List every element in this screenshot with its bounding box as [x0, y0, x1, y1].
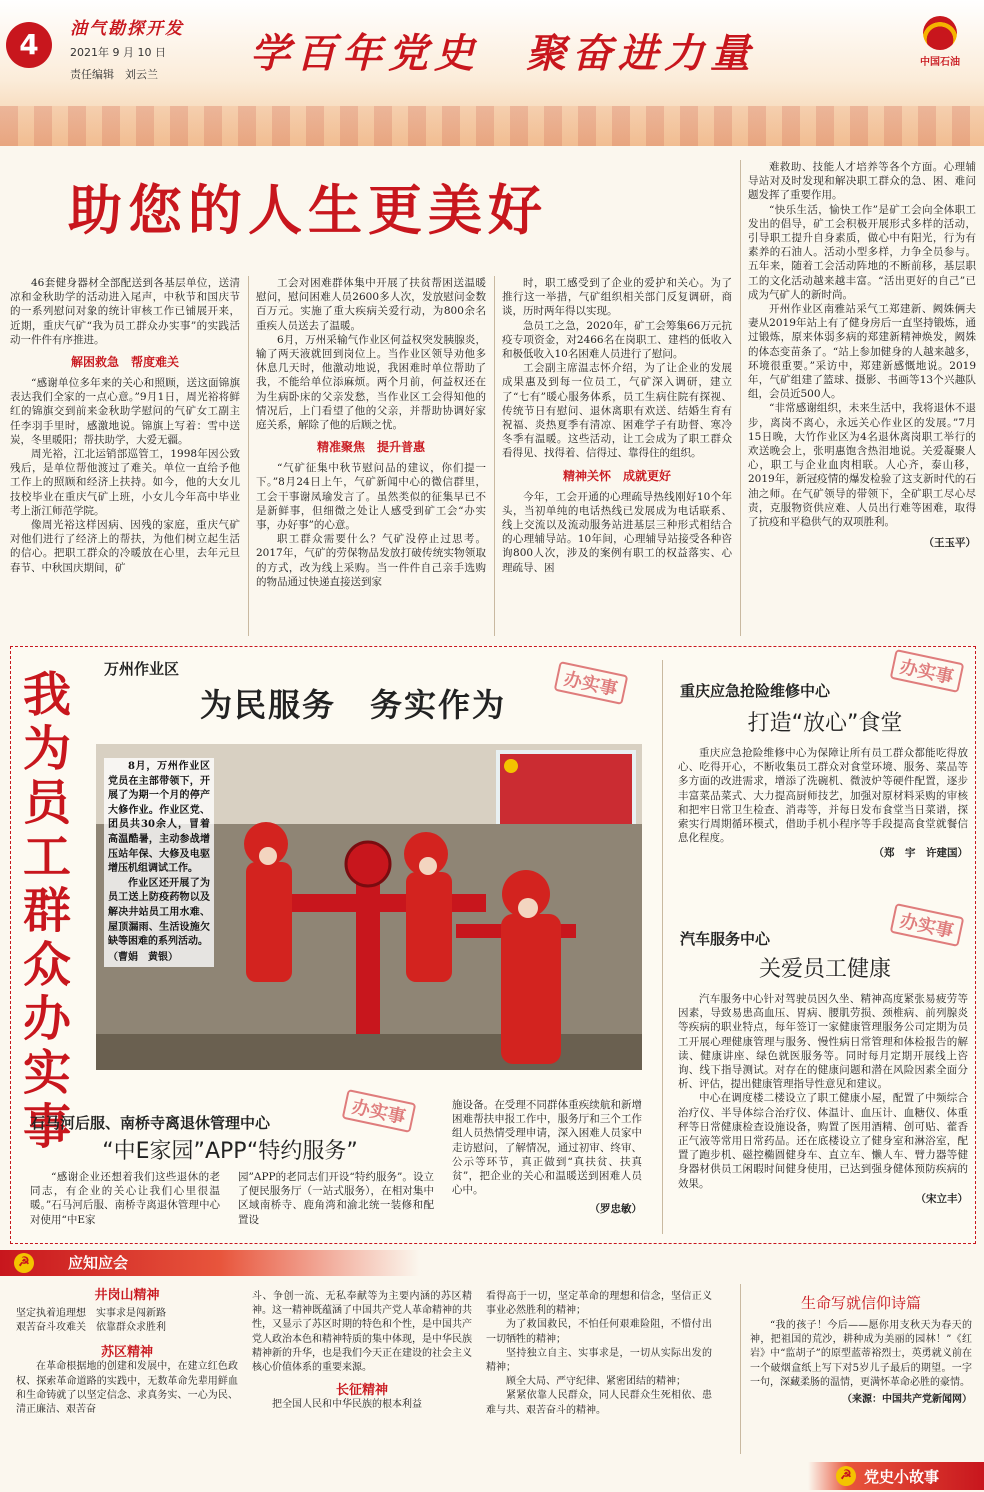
section-kicker: 石马河后服、南桥寺离退休管理中心: [30, 1114, 271, 1132]
column-divider: [494, 276, 495, 636]
caption-paragraph: 作业区还开展了为员工送上防疫药物以及解决井站员工用水难、屋顶漏雨、生活设施欠缺等困难的系列活动。: [108, 877, 210, 948]
subheading: 解困救急 帮度难关: [70, 355, 179, 370]
section-headline: “中E家园”APP“特约服务”: [102, 1139, 358, 1164]
spirit-title: 长征精神: [335, 1383, 388, 1399]
spirit-column-3: [486, 1290, 712, 1418]
section-kicker: 汽车服务中心: [680, 930, 771, 948]
spirit-column-1: [16, 1284, 238, 1417]
logo-text: 中国石油: [920, 57, 960, 68]
article-column-4: [748, 160, 976, 550]
column-divider: [248, 276, 249, 636]
paragraph: “感谢单位多年来的关心和照顾，送这面锦旗表达我们全家的一点心意。”9月1日，周光裕将鲜红的锦旗交到前来金秋助学慰问的气矿女工副主任李羽手里时，感激地说。锦旗上写着：雪中送炭，冬里暖阳；帮扶助学，大爱无疆。: [10, 377, 240, 446]
section-banner: [0, 1250, 984, 1276]
author-byline: （宋立丰）: [915, 1192, 968, 1205]
paragraph: 施设备。在受理不同群体重疾续航和新增困难帮扶申报工作中，服务厅和三个工作组人员热情受理申请，深入困难人员家中走访慰问，了解情况，通过初审、终审、公示等环节，真正做到“真扶贫、扶真贫”，把企业的关心和温暖送到困难人员心中。: [452, 1099, 642, 1197]
paragraph: 中心在调度楼二楼设立了职工健康小屋，配置了中频综合治疗仪、半导体综合治疗仪、体温计、血压计、血糖仪、体重秤等日常健康检查设施设备，购置了医用酒精、创可贴、藿香正气液等常用日常药品。还在底楼设立了健身室和淋浴室，配置了跑步机、磁控椭圆健身车、直立车、懒人车、臂力器等健身器材供员工闲暇时间健身使用，已达到强身健体预防疾病的效果。: [678, 1092, 968, 1190]
paragraph: 为了救国救民，不怕任何艰难险阻，不惜付出一切牺牲的精神；: [486, 1319, 712, 1345]
poem-title: 生命写就信仰诗篇: [800, 1294, 921, 1312]
issue-date: 2021年 9 月 10 日: [70, 46, 166, 59]
main-headline: 助您的人生更美好: [68, 179, 548, 242]
paragraph: 像周光裕这样因病、因残的家庭，重庆气矿对他们进行了经济上的帮扶，为他们树立起生活的信心。把职工群众的冷暖放在心里，去年元旦春节、中秋国庆期间，矿: [10, 519, 240, 574]
column-divider: [740, 160, 741, 636]
caption-paragraph: 8月，万州作业区党员在主部带领下，开展了为期一个月的停产大修作业。作业区党、团员共30余人，冒着高温酷暑，主动参战增压站年保、大修及电驱增压机组调试工作。: [108, 761, 210, 875]
page-number-badge: 4: [6, 22, 52, 68]
article-column-3: [502, 276, 732, 575]
auto-text: [678, 992, 968, 1206]
paragraph: 紧紧依靠人民群众，同人民群众生死相依、患难与共、艰苦奋斗的精神。: [486, 1390, 712, 1416]
section-kicker: 重庆应急抢险维修中心: [680, 682, 831, 700]
banner-label: 应知应会: [68, 1254, 129, 1272]
spirit-line: 坚定执着追理想 实事求是闯新路: [16, 1308, 166, 1319]
paragraph: 顾全大局、严守纪律、紧密团结的精神；: [506, 1376, 686, 1388]
paragraph: “气矿征集中秋节慰问品的建议，你们提一下。”8月24日上午，气矿新闻中心的微信群里，工会干事谢凤瑜发言了。虽然类似的征集早已不是新鲜事，但细微之处让人感受到矿工会“办实事，办好事”的心意。: [256, 462, 486, 532]
spirit-line: 艰苦奋斗攻难关 依靠群众求胜利: [16, 1322, 166, 1334]
cnpc-logo: [910, 16, 970, 68]
paragraph: 急员工之急，2020年，矿工会筹集66万元抗疫专项资金，对2466名在岗职工、建档的低收入和极低收入10名困难人员进行了慰问。: [502, 319, 732, 361]
stamp-mark: 办实事: [342, 1089, 417, 1133]
paragraph: 难救助、技能人才培养等各个方面。心理辅导站对及时发现和解决职工群众的急、困、难问题发挥了重要作用。: [748, 161, 976, 202]
stamp-mark: 办实事: [890, 649, 965, 693]
paper-name: 油气勘探开发: [70, 19, 184, 39]
section-headline: 关爱员工健康: [758, 957, 891, 982]
paragraph: 看得高于一切，坚定革命的理想和信念，坚信正义事业必然胜利的精神；: [486, 1291, 712, 1317]
stamp-mark: 办实事: [554, 661, 629, 705]
poem-box: [750, 1292, 972, 1405]
skyline-decoration: [0, 106, 984, 146]
source-credit: （来源：中国共产党新闻网）: [842, 1394, 972, 1406]
author-byline: （王玉平）: [923, 537, 976, 550]
paragraph: “感谢企业还想着我们这些退休的老同志，有企业的关心让我们心里很温暖。”石马河后服、南桥寺离退休管理中心对使用“中E家: [30, 1171, 220, 1226]
author-byline: （罗忠敏）: [589, 1203, 642, 1216]
article-column-2: [256, 276, 486, 589]
spirit-column-2: [252, 1290, 472, 1412]
paragraph: 工会对困难群体集中开展了扶贫帮困送温暖慰问，慰问困难人员2600多人次，发放慰问金数百万元。实施了重大疾病关爱行动，为800余名重疾人员送去了温暖。: [256, 277, 486, 332]
feature-divider: [662, 660, 663, 1234]
paragraph: “快乐生活，愉快工作”是矿工会向全体职工发出的倡导，矿工会积极开展形式多样的活动，引导职工提升自身素质，做心中有阳光，行为有素养的石油人。活动小型多样，力争全员参与。五年来，随着工会活动阵地的不断前移，基层职工的文化活动越来越丰富。“活出更好的自己”已成为气矿人的新时尚。: [748, 203, 976, 301]
story-banner: [808, 1462, 984, 1490]
subheading: 精准聚焦 提升普惠: [316, 440, 425, 455]
header-slogan: 学百年党史 聚奋进力量: [250, 30, 756, 77]
banner-label: 党史小故事: [864, 1468, 940, 1486]
section-headline: 打造“放心”食堂: [747, 711, 903, 736]
article-column-1: [10, 276, 240, 575]
stamp-mark: 办实事: [890, 903, 965, 947]
caption-byline: （曹娟 黄银）: [108, 951, 178, 963]
section-headline: 为民服务 务实作为: [200, 686, 507, 724]
party-emblem-icon: ☭: [14, 1253, 34, 1273]
paragraph: 重庆应急抢险维修中心为保障让所有员工群众都能吃得放心、吃得开心，不断收集员工群众对食堂环境、服务、菜品等多方面的改进需求，增添了洗碗机、微波炉等硬件配置，逐步丰富菜品菜式、大力提高厨师技艺，加强对原材料采购的审核和把牢日常卫生检查、消毒等，并每日发布食堂当日菜谱，探索实行周期循环模式，借助手机小程序等手段提高食堂就餐信息化程度。: [678, 747, 968, 845]
retiree-column-1: [30, 1170, 220, 1227]
paragraph: 46套健身器材全部配送到各基层单位，送清凉和金秋助学的活动进入尾声，中秋节和国庆节的一系列慰问对象的统计审核工作已铺展开来，近期，重庆气矿“我为员工群众办实事”的实践活动一件件有序推进。: [10, 277, 240, 346]
section-kicker: 万州作业区: [104, 660, 180, 678]
paragraph: 把全国人民和中华民族的根本利益: [272, 1399, 422, 1411]
paragraph: 开州作业区南雅站采气工郑建新、阙姝俩夫妻从2019年站上有了健身房后一直坚持锻炼，通过锻炼，原来体弱多病的郑建新精神焕发，阙姝的体态变苗条了。“站上参加健身的人越来越多，环境很重要。”采访中，郑建新感慨地说。2019年，气矿组建了篮球、摄影、书画等13个兴趣队组，会员近500人。: [748, 303, 976, 401]
paragraph: 时，职工感受到了企业的爱护和关心。为了推行这一举措，气矿组织相关部门反复调研，商谈，历时两年得以实现。: [502, 277, 732, 318]
feature-vertical-title: 我为员工群众办实事: [22, 667, 71, 1155]
paragraph: 坚持独立自主、实事求是，一切从实际出发的精神；: [486, 1347, 712, 1374]
spirit-title: 井岗山精神: [94, 1288, 160, 1303]
spirit-title: 苏区精神: [100, 1345, 153, 1361]
paragraph: 在革命根据地的创建和发展中，在建立红色政权、探索革命道路的实践中，无数革命先辈用鲜血和生命铸就了以坚定信念、求真务实、一心为民、清正廉洁、艰苦奋: [16, 1361, 238, 1416]
paragraph: 工会副主席温志怀介绍，为了让企业的发展成果惠及到每一位员工，气矿深入调研，建立了“七有”暖心服务体系，员工生病住院有探视、传统节日有慰问、退休离职有欢送、结婚生育有祝福、炎热夏季有清凉、困难学子有助督、寒冷冬季有温暖。这些活动，让工会成为了职工群众看得见、找得着、信得过、靠得住的组织。: [502, 362, 732, 460]
paragraph: “非常感谢组织，未来生活中，我将退休不退步，离岗不离心，永远关心作业区的发展。”7月15日晚，大竹作业区为4名退休离岗职工举行的欢送晚会上，张明惠饱含热泪地说。关爱凝聚人心，职工与企业血肉相联。人心齐，泰山移，2019年，新冠疫情的爆发检验了这支新时代的石油之师。在气矿领导的带领下，全矿职工尽心尽责，克服物资供应难、人员出行难等困难，取得了抗疫和平稳供气的双项胜利。: [748, 402, 976, 529]
paragraph: “我的孩子！今后——愿你用支秋天为春天的神，把祖国的荒沙，耕种成为美丽的园林！”《红岩》中“监胡子”的原型蓝蒂裕烈士，英勇就义前在一个破烟盒纸上写下对5岁儿子最后的期望。一字一句，深藏柔肠的温情，更满怀革命必胜的豪情。: [750, 1320, 972, 1388]
paragraph: 园”APP的老同志们开设“特约服务”。设立了便民服务厅（一站式服务），在相对集中区域南桥寺、鹿角湾和渝北统一装修和配置设: [238, 1171, 434, 1226]
subheading: 精神关怀 成就更好: [562, 468, 671, 483]
paragraph: 6月，万州采输气作业区何益权突发胰腺炎，输了两天液就回到岗位上。当作业区领导劝他多休息几天时，他激动地说，我困难时单位帮助了我，不能给单位添麻烦。两个月前，何益权还在为生病卧床的父亲发愁，当作业区工会得知他的情况后，上门看望了他的父亲，并帮助协调好家庭关系，解除了他的后顾之忧。: [256, 333, 486, 432]
retiree-column-2: [238, 1170, 434, 1227]
paragraph: 周光裕，江北运销部巡管工，1998年因公致残后，是单位帮他渡过了难关。单位一直给予他工作上的照顾和经济上扶持。如今，他的大女儿技校毕业在重庆气矿上班，小女儿今年高中毕业考上浙江师范学院。: [10, 448, 240, 517]
column-divider: [740, 1284, 741, 1454]
paragraph: 职工群众需要什么？气矿没停止过思考。2017年，气矿的劳保物品发放打破传统实物领取的方式，改为线上采购。当一件件自己亲手选购的物品通过快递直接送到家: [256, 533, 486, 588]
paragraph: 汽车服务中心针对驾驶员因久坐、精神高度紧张易疲劳等因素，导致易患高血压、胃病、腰肌劳损、颈椎病、前列腺炎等疾病的职业特点，每年签订一家健康管理服务公司定期为员工开展心理健康管理与服务、慢性病日常管理和体检报告的解读、健康讲座、绿色就医服务等。同时每月定期开展线上咨询、线下指导测试。对存在的健康问题和潜在风险因素全面分析、评估，提出健康管理指导性意见和建议。: [678, 993, 968, 1091]
paragraph: 斗、争创一流、无私奉献等为主要内涵的苏区精神。这一精神既蕴涵了中国共产党人革命精神的共性，又显示了苏区时期的特色和个性，是中国共产党人政治本色和精神特质的集中体现，是中华民族精神新的升华，也是我们今天正在建设的社会主义核心价值体系的重要来源。: [252, 1291, 472, 1374]
photo-caption-box: [104, 758, 214, 967]
petrochina-logo-icon: [923, 16, 957, 50]
party-emblem-icon: ☭: [836, 1466, 856, 1486]
paragraph: 今年，工会开通的心理疏导热线刚好10个年头，当初单纯的电话热线已发展成为电话联系、线上交流以及流动服务站进基层三种形式相结合的心理辅导站。10年间，心理辅导站接受各种咨询800人次，涉及的案例有职工的权益落实、心理疏导、困: [502, 490, 732, 574]
editor-credit: 责任编辑 刘云兰: [70, 68, 158, 81]
canteen-text: [678, 746, 968, 860]
retiree-column-3: [452, 1098, 642, 1216]
author-byline: （郑 宇 许建国）: [873, 847, 968, 860]
